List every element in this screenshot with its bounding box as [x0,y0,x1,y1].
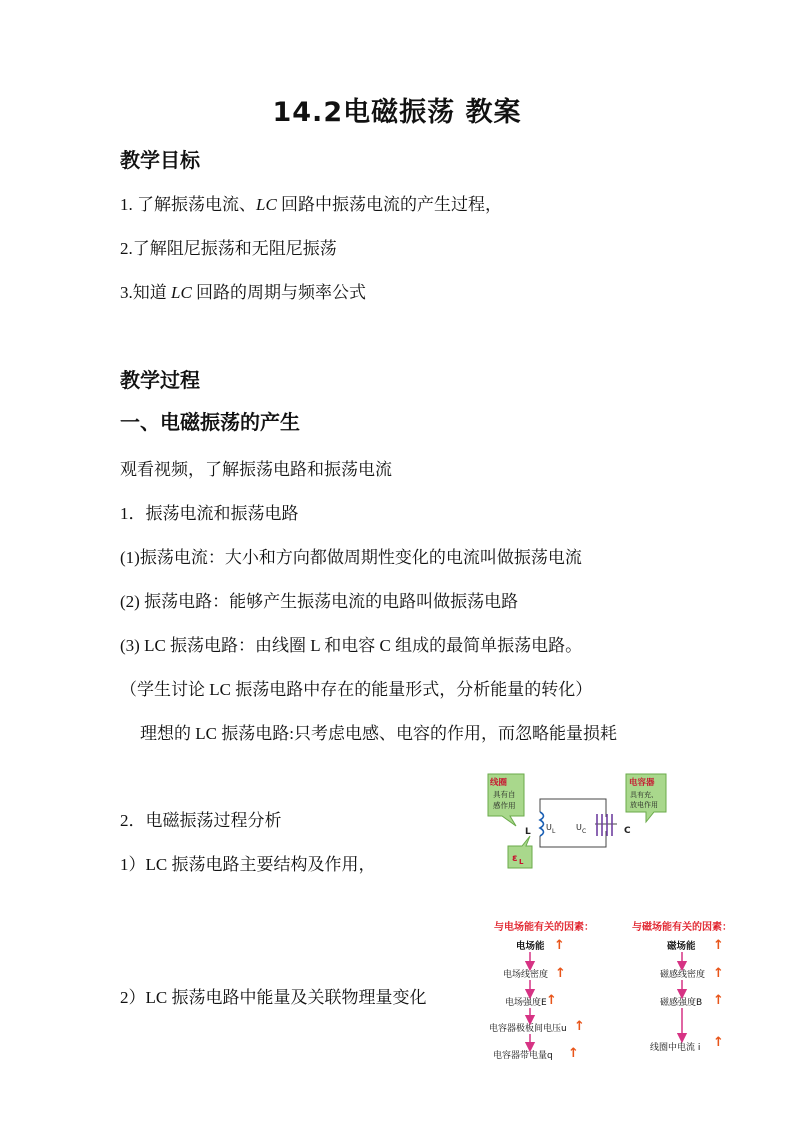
magnetic-factors-title: 与磁场能有关的因素： [632,922,732,933]
goal-3: 3.知道 LC 回路的周期与频率公式 [120,283,367,302]
goal-1: 1. 了解振荡电流、LC 回路中振荡电流的产生过程， [120,195,503,214]
magnetic-item: 线圈中电流 i [650,1043,701,1053]
svg-text:电容器: 电容器 [629,778,655,788]
text-line: 2）LC 振荡电路中能量及关联物理量变化 [120,988,427,1007]
coil-note [488,774,524,826]
text-line: 1）LC 振荡电路主要结构及作用， [120,855,376,874]
label-L: L [525,827,531,837]
increase-arrow: ↑ [546,993,557,1008]
magnetic-item: 磁感强度B [660,998,703,1008]
text-line: 1．振荡电流和振荡电路 [120,504,299,523]
text-line: 2．电磁振荡过程分析 [120,811,282,830]
process-heading: 教学过程 [120,368,200,392]
svg-text:具有自: 具有自 [493,790,516,799]
lc-circuit-diagram [486,772,668,872]
electric-item: 电容器极板间电压u [489,1024,567,1034]
electric-item: 电场强度E [505,998,547,1008]
section1-heading: 一、电磁振荡的产生 [120,410,300,434]
label-C: C [624,826,631,836]
svg-text:线圈: 线圈 [490,778,508,788]
increase-arrow: ↑ [568,1046,579,1061]
page-title: 14.2电磁振荡 教案 [272,97,522,128]
magnetic-item: 磁场能 [667,941,696,952]
electric-item: 电容器带电量q [493,1051,553,1061]
label-UL: U [546,823,552,832]
increase-arrow: ↑ [554,938,565,953]
magnetic-item: 磁感线密度 [660,970,706,980]
text-line: 观看视频，了解振荡电路和振荡电流 [120,460,392,479]
svg-text:L: L [519,858,524,866]
text-line: （学生讨论 LC 振荡电路中存在的能量形式，分析能量的转化） [120,680,593,699]
text-line: (3) LC 振荡电路：由线圈 L 和电容 C 组成的最简单振荡电路。 [120,636,583,655]
label-UL-sub: L [552,828,556,835]
svg-text:ε: ε [512,853,518,864]
goals-heading: 教学目标 [120,148,200,172]
increase-arrow: ↑ [713,993,724,1008]
energy-factors-diagram [484,912,764,1072]
svg-text:感作用: 感作用 [493,801,516,810]
electric-item: 电场线密度 [503,970,549,980]
label-UC: U [576,823,582,832]
text-line: (1)振荡电流：大小和方向都做周期性变化的电流叫做振荡电流 [120,548,582,567]
text-line: (2) 振荡电路：能够产生振荡电流的电路叫做振荡电路 [120,592,519,611]
svg-text:放电作用: 放电作用 [630,801,658,809]
increase-arrow: ↑ [574,1019,585,1034]
capacitor-note [626,774,666,822]
increase-arrow: ↑ [555,966,566,981]
emf-note [508,836,532,868]
electric-item: 电场能 [516,941,545,952]
goal-2: 2.了解阻尼振荡和无阻尼振荡 [120,239,337,258]
increase-arrow: ↑ [713,938,724,953]
label-UC-sub: C [582,828,587,835]
coil-symbol [534,812,546,836]
svg-text:具有充、: 具有充、 [630,791,658,799]
electric-factors-title: 与电场能有关的因素： [494,922,594,933]
increase-arrow: ↑ [713,966,724,981]
increase-arrow: ↑ [713,1035,724,1050]
text-line: 理想的 LC 振荡电路:只考虑电感、电容的作用，而忽略能量损耗 [140,724,617,743]
